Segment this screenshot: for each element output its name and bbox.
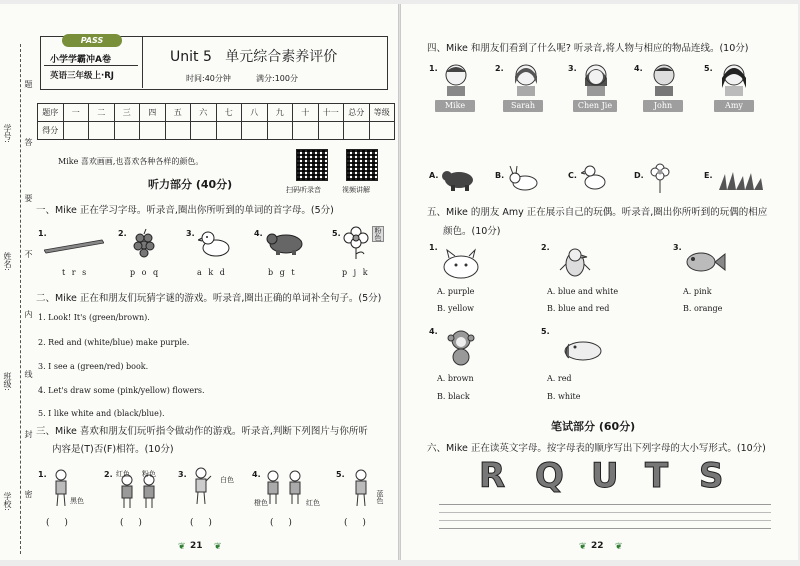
q-number: 5. bbox=[336, 470, 345, 479]
grass-picture bbox=[717, 170, 765, 192]
question-line: 3. I see a (green/red) book. bbox=[38, 362, 149, 371]
margin-school: 学校: bbox=[3, 492, 12, 511]
answer-option[interactable]: B. black bbox=[437, 392, 470, 401]
letter-options[interactable]: p j k bbox=[342, 268, 369, 277]
score-cell: 六 bbox=[191, 104, 217, 122]
answer-option[interactable]: A. brown bbox=[437, 374, 474, 383]
score-cell: 七 bbox=[216, 104, 242, 122]
margin-word: 答 bbox=[24, 138, 33, 146]
section6-title: 六、Mike 正在读英文字母。按字母表的顺序写出下列字母的大小写形式。(10分) bbox=[427, 443, 766, 454]
score-cell: 三 bbox=[114, 104, 140, 122]
right-page bbox=[401, 4, 798, 560]
full-score: 满分:100分 bbox=[256, 74, 298, 83]
q-number: 5. bbox=[332, 229, 341, 238]
section5-title-cont: 颜色。(10分) bbox=[443, 226, 501, 237]
page-number: 22 bbox=[591, 541, 604, 551]
bird-toy-picture bbox=[557, 246, 593, 282]
score-table bbox=[37, 103, 395, 140]
margin-word: 不 bbox=[24, 250, 33, 258]
john-portrait bbox=[649, 62, 679, 96]
answer-option[interactable]: B. blue and red bbox=[547, 304, 610, 313]
q-number: 1. bbox=[429, 64, 438, 73]
margin-word: 内 bbox=[24, 310, 33, 318]
answer-option[interactable]: A. purple bbox=[437, 287, 475, 296]
score-cell: 五 bbox=[165, 104, 191, 122]
margin-word: 密 bbox=[24, 490, 33, 498]
score-input-row bbox=[38, 122, 395, 140]
qr-code-video[interactable] bbox=[346, 149, 378, 181]
score-input[interactable] bbox=[344, 122, 370, 140]
answer-option[interactable]: A. red bbox=[547, 374, 572, 383]
option-letter: E. bbox=[704, 171, 713, 180]
left-page bbox=[0, 4, 398, 560]
q-number: 3. bbox=[186, 229, 195, 238]
score-header-row bbox=[38, 104, 395, 122]
name-box[interactable]: Mike bbox=[435, 100, 475, 112]
intro-text: Mike 喜欢画画,也喜欢各种各样的颜色。 bbox=[58, 157, 204, 166]
q-number: 4. bbox=[634, 64, 643, 73]
score-input[interactable] bbox=[318, 122, 344, 140]
children-figure bbox=[116, 474, 162, 510]
bear-picture bbox=[441, 168, 475, 192]
score-row-label: 得分 bbox=[38, 122, 64, 140]
flower-picture bbox=[648, 162, 672, 194]
question-line: 2. Red and (white/blue) make purple. bbox=[38, 338, 190, 347]
bear-picture bbox=[266, 230, 306, 256]
sarah-portrait bbox=[511, 62, 541, 96]
score-cell: 十一 bbox=[318, 104, 344, 122]
unit-title: Unit 5 单元综合素养评价 bbox=[170, 49, 338, 65]
section5-title: 五、Mike 的朋友 Amy 正在展示自己的玩偶。听录音,圈出你所听到的玩偶的相应 bbox=[427, 207, 768, 218]
deco-leaf-icon: ❦ bbox=[579, 542, 587, 552]
dog-toy-picture bbox=[559, 334, 605, 362]
name-box[interactable]: Chen Jie bbox=[573, 100, 617, 112]
score-input[interactable] bbox=[165, 122, 191, 140]
letter-R: R bbox=[479, 456, 506, 496]
answer-option[interactable]: B. white bbox=[547, 392, 581, 401]
answer-paren[interactable]: ( ) bbox=[270, 518, 298, 528]
q-number: 1. bbox=[38, 229, 47, 238]
color-label: 红色 bbox=[306, 499, 320, 507]
option-letter: D. bbox=[634, 171, 644, 180]
qr-label-video: 视频讲解 bbox=[342, 186, 370, 194]
q-number: 3. bbox=[568, 64, 577, 73]
series-name: 小学学霸冲A卷 bbox=[50, 55, 111, 65]
margin-word: 要 bbox=[24, 194, 33, 202]
question-line: 5. I like white and (black/blue). bbox=[38, 409, 165, 418]
pass-badge: PASS bbox=[62, 34, 122, 47]
writing-line[interactable] bbox=[439, 520, 771, 521]
deco-leaf-icon: ❦ bbox=[615, 542, 623, 552]
letter-options[interactable]: p o q bbox=[130, 268, 160, 277]
q-number: 2. bbox=[118, 229, 127, 238]
score-cell: 十 bbox=[293, 104, 319, 122]
qr-code-audio[interactable] bbox=[296, 149, 328, 181]
section3-title: 三、Mike 喜欢和朋友们玩听指令做动作的游戏。听录音,判断下列图片与你所听 bbox=[36, 426, 368, 437]
q-number: 4. bbox=[429, 327, 438, 336]
rabbit-picture bbox=[507, 166, 541, 192]
color-label: 蓝色 bbox=[376, 490, 384, 504]
flower-picture bbox=[342, 226, 372, 260]
score-cell: 一 bbox=[63, 104, 89, 122]
margin-name: 姓名: bbox=[3, 252, 12, 271]
letter-U: U bbox=[591, 456, 619, 496]
answer-option[interactable]: B. yellow bbox=[437, 304, 474, 313]
listening-title: 听力部分 (40分) bbox=[148, 178, 233, 191]
answer-option[interactable]: A. pink bbox=[683, 287, 712, 296]
answer-paren[interactable]: ( ) bbox=[190, 518, 218, 528]
score-cell: 二 bbox=[89, 104, 115, 122]
score-input[interactable] bbox=[369, 122, 395, 140]
letter-options[interactable]: a k d bbox=[197, 268, 226, 277]
section3-title-cont: 内容是(T)否(F)相符。(10分) bbox=[52, 444, 174, 455]
answer-option[interactable]: B. orange bbox=[683, 304, 723, 313]
score-cell: 九 bbox=[267, 104, 293, 122]
exam-time: 时间:40分钟 bbox=[186, 74, 231, 83]
score-input[interactable] bbox=[242, 122, 268, 140]
letter-S: S bbox=[699, 456, 724, 496]
q-number: 2. bbox=[495, 64, 504, 73]
child-figure bbox=[50, 468, 72, 508]
score-input[interactable] bbox=[89, 122, 115, 140]
name-box[interactable]: Amy bbox=[714, 100, 754, 112]
duck-picture bbox=[581, 162, 607, 192]
q-number: 4. bbox=[252, 470, 261, 479]
written-title: 笔试部分 (60分) bbox=[551, 420, 636, 433]
option-letter: C. bbox=[568, 171, 577, 180]
score-input[interactable] bbox=[191, 122, 217, 140]
answer-paren[interactable]: ( ) bbox=[120, 518, 148, 528]
pink-tag: 粉色 bbox=[374, 227, 382, 241]
letter-Q: Q bbox=[535, 456, 564, 496]
answer-paren[interactable]: ( ) bbox=[46, 518, 74, 528]
name-box[interactable]: Sarah bbox=[503, 100, 543, 112]
score-cell: 总分 bbox=[344, 104, 370, 122]
margin-word: 线 bbox=[24, 370, 33, 378]
score-input[interactable] bbox=[267, 122, 293, 140]
writing-line[interactable] bbox=[439, 504, 771, 505]
score-cell: 等级 bbox=[369, 104, 395, 122]
score-cell: 题序 bbox=[38, 104, 64, 122]
chen-jie-portrait bbox=[581, 62, 611, 96]
duck-picture bbox=[198, 228, 232, 258]
deco-leaf-icon: ❦ bbox=[214, 542, 222, 552]
option-letter: A. bbox=[429, 171, 439, 180]
margin-word: 题 bbox=[24, 80, 33, 88]
question-line: 1. Look! It's (green/brown). bbox=[38, 313, 150, 322]
letter-options[interactable]: b g t bbox=[268, 268, 296, 277]
name-box[interactable]: John bbox=[643, 100, 683, 112]
amy-portrait bbox=[719, 62, 749, 96]
score-input[interactable] bbox=[140, 122, 166, 140]
q-number: 1. bbox=[38, 470, 47, 479]
q-number: 5. bbox=[704, 64, 713, 73]
q-number: 3. bbox=[178, 470, 187, 479]
letter-options[interactable]: t r s bbox=[62, 268, 88, 277]
grapes-picture bbox=[130, 228, 158, 260]
children-figure bbox=[262, 470, 308, 506]
child-figure bbox=[350, 468, 372, 508]
mike-portrait bbox=[441, 62, 471, 96]
question-line: 4. Let's draw some (pink/yellow) flowers. bbox=[38, 386, 205, 395]
score-input[interactable] bbox=[216, 122, 242, 140]
answer-paren[interactable]: ( ) bbox=[344, 518, 372, 528]
page-number: 21 bbox=[190, 541, 203, 551]
section4-title: 四、Mike 和朋友们看到了什么呢? 听录音,将人物与相应的物品连线。(10分) bbox=[427, 43, 749, 54]
option-letter: B. bbox=[495, 171, 505, 180]
grade-label: 英语三年级上·RJ bbox=[50, 71, 114, 81]
writing-line[interactable] bbox=[439, 512, 771, 513]
qr-label-audio: 扫码听录音 bbox=[286, 186, 321, 194]
margin-class: 班级: bbox=[3, 372, 12, 391]
margin-word: 封 bbox=[24, 430, 33, 438]
q-number: 2. bbox=[541, 243, 550, 252]
color-label: 橙色 bbox=[254, 499, 268, 507]
section1-title: 一、Mike 正在学习字母。听录音,圈出你所听到的单词的首字母。(5分) bbox=[36, 205, 334, 216]
q-number: 4. bbox=[254, 229, 263, 238]
ruler-picture bbox=[44, 238, 104, 254]
q-number: 1. bbox=[429, 243, 438, 252]
color-label: 黑色 bbox=[70, 497, 84, 505]
writing-line[interactable] bbox=[439, 528, 771, 529]
q-number: 3. bbox=[673, 243, 682, 252]
score-cell: 八 bbox=[242, 104, 268, 122]
score-input[interactable] bbox=[63, 122, 89, 140]
score-input[interactable] bbox=[293, 122, 319, 140]
color-label: 白色 bbox=[220, 476, 234, 484]
answer-option[interactable]: A. blue and white bbox=[547, 287, 619, 296]
color-label: 粉色 bbox=[142, 470, 156, 478]
child-figure bbox=[190, 466, 212, 506]
deco-leaf-icon: ❦ bbox=[178, 542, 186, 552]
letter-T: T bbox=[645, 456, 669, 496]
cat-toy-picture bbox=[441, 248, 483, 280]
score-cell: 四 bbox=[140, 104, 166, 122]
fish-toy-picture bbox=[683, 248, 727, 276]
q-number: 2. bbox=[104, 470, 113, 479]
binding-line bbox=[20, 44, 21, 554]
monkey-toy-picture bbox=[443, 328, 479, 366]
score-input[interactable] bbox=[114, 122, 140, 140]
q-number: 5. bbox=[541, 327, 550, 336]
color-label: 红色 bbox=[116, 470, 130, 478]
margin-student-no: 学号: bbox=[3, 124, 12, 143]
section2-title: 二、Mike 正在和朋友们玩猜字谜的游戏。听录音,圈出正确的单词补全句子。(5分) bbox=[36, 293, 382, 304]
